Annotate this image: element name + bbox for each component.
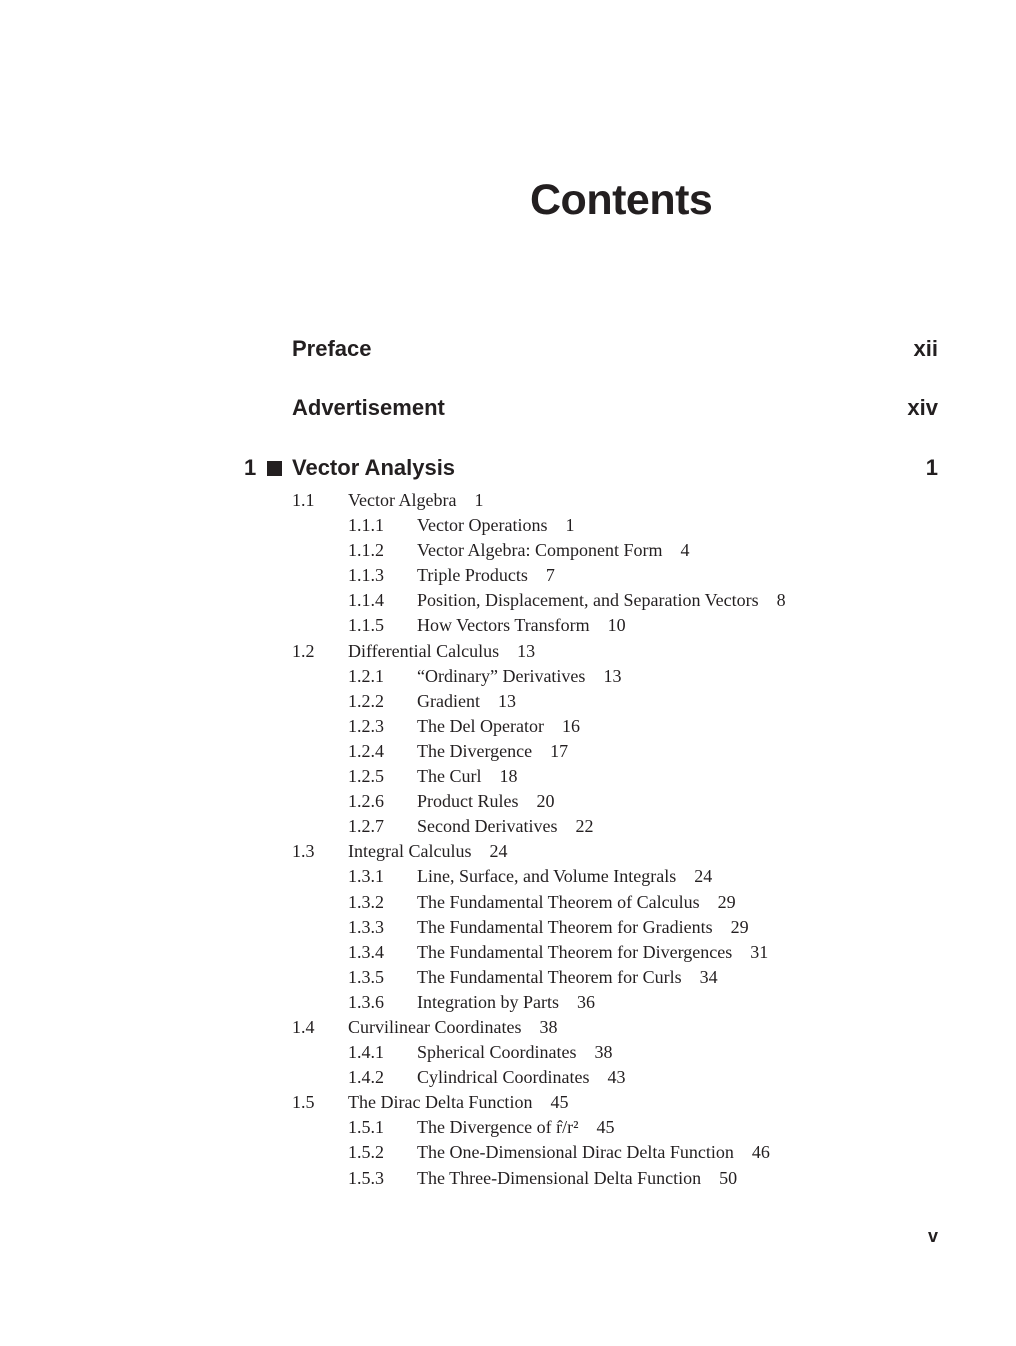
entry-page: 1	[565, 515, 575, 536]
entry-number: 1.5.3	[348, 1167, 384, 1188]
entry-title: Curvilinear Coordinates	[348, 1016, 522, 1037]
entry-page: 45	[550, 1092, 569, 1113]
entry-title: Vector Algebra: Component Form	[417, 540, 663, 561]
toc-chapter-heading[interactable]	[240, 455, 938, 487]
toc-subsection-entry[interactable]	[0, 1040, 1016, 1065]
entry-title: The Fundamental Theorem for Divergences	[417, 941, 733, 962]
entry-page: 1	[474, 490, 484, 510]
entry-number: 1.3.6	[348, 991, 384, 1012]
entry-number: 1.3.1	[348, 866, 384, 887]
entry-title: Second Derivatives	[417, 816, 558, 837]
entry-number: 1.2.3	[348, 715, 384, 736]
entry-text	[417, 890, 736, 915]
entry-text	[417, 538, 689, 563]
entry-text	[348, 1090, 568, 1115]
entry-title: “Ordinary” Derivatives	[417, 665, 586, 686]
toc-section-entry[interactable]	[0, 839, 1016, 864]
toc-subsection-entry[interactable]	[0, 588, 1016, 613]
entry-text	[417, 915, 749, 940]
entry-page: 38	[539, 1016, 558, 1037]
toc-subsection-entry[interactable]	[0, 714, 1016, 739]
toc-subsection-entry[interactable]	[0, 739, 1016, 764]
entry-page: 24	[694, 866, 713, 887]
entry-title: The Divergence	[417, 740, 533, 761]
entry-text	[417, 1115, 615, 1140]
entry-text	[417, 513, 574, 538]
entry-number: 1.3.5	[348, 966, 384, 987]
page-folio: v	[928, 1226, 939, 1246]
entry-page: 38	[594, 1042, 613, 1063]
entry-number: 1.5	[292, 1092, 315, 1113]
square-bullet-icon	[267, 461, 282, 476]
entry-page: 43	[607, 1067, 626, 1088]
entry-text	[417, 789, 555, 814]
entry-title: Vector Operations	[417, 515, 548, 536]
entry-page: 20	[536, 791, 555, 812]
entry-number: 1.1.3	[348, 565, 384, 586]
entry-number: 1.2.6	[348, 791, 384, 812]
entry-page: 22	[575, 816, 594, 837]
entry-page: 17	[550, 740, 569, 761]
entry-title: The Fundamental Theorem for Curls	[417, 966, 682, 987]
entry-title: The Divergence of r̂/r²	[417, 1117, 579, 1138]
entry-title: Vector Algebra	[348, 490, 457, 510]
entry-title: The Fundamental Theorem for Gradients	[417, 916, 713, 937]
toc-subsection-entry[interactable]	[0, 664, 1016, 689]
entry-page: 29	[717, 891, 736, 912]
entry-number: 1.4	[292, 1016, 315, 1037]
entry-title: Preface	[292, 336, 372, 361]
toc-section-entry[interactable]	[0, 639, 1016, 664]
entry-title: Line, Surface, and Volume Integrals	[417, 866, 677, 887]
entry-title: Integration by Parts	[417, 991, 559, 1012]
toc-section-entry[interactable]	[0, 488, 1016, 513]
toc-subsection-entry[interactable]	[0, 915, 1016, 940]
toc-subsection-entry[interactable]	[0, 1115, 1016, 1140]
toc-entry-preface[interactable]	[292, 336, 938, 368]
entry-page: 31	[750, 941, 769, 962]
entry-page: 24	[489, 841, 508, 862]
entry-text	[348, 639, 535, 664]
toc-subsection-entry[interactable]	[0, 538, 1016, 563]
entry-number: 1.2	[292, 640, 315, 661]
entry-text	[417, 814, 593, 839]
toc-section-entry[interactable]	[0, 1090, 1016, 1115]
entry-page: xii	[913, 336, 938, 361]
toc-subsection-entry[interactable]	[0, 1166, 1016, 1191]
entry-title: Triple Products	[417, 565, 528, 586]
entry-title: The Fundamental Theorem of Calculus	[417, 891, 700, 912]
entry-number: 1.4.1	[348, 1042, 384, 1063]
entry-number: 1.3.3	[348, 916, 384, 937]
entry-text	[417, 1040, 612, 1065]
entry-title: The One-Dimensional Dirac Delta Function	[417, 1142, 734, 1163]
entry-text	[417, 1140, 770, 1165]
entry-title: Gradient	[417, 690, 480, 711]
entry-page: 7	[545, 565, 555, 586]
entry-page: 36	[576, 991, 595, 1012]
toc-subsection-entry[interactable]	[0, 814, 1016, 839]
toc-subsection-entry[interactable]	[0, 864, 1016, 889]
entry-number: 1.1.1	[348, 515, 384, 536]
entry-page: 8	[776, 590, 786, 611]
entry-page: 18	[499, 766, 518, 787]
toc-subsection-entry[interactable]	[0, 764, 1016, 789]
entry-title: The Del Operator	[417, 715, 544, 736]
entry-number: 1.2.5	[348, 766, 384, 787]
entry-text	[417, 990, 595, 1015]
entry-text	[417, 1065, 625, 1090]
entry-page: 16	[561, 715, 580, 736]
entry-title: Cylindrical Coordinates	[417, 1067, 590, 1088]
entry-title: Position, Displacement, and Separation Vectors	[417, 590, 759, 611]
toc-subsection-entry[interactable]	[0, 513, 1016, 538]
entry-title: How Vectors Transform	[417, 615, 590, 636]
entry-number: 1.3.2	[348, 891, 384, 912]
entry-page: 34	[699, 966, 718, 987]
toc-subsection-entry[interactable]	[0, 1065, 1016, 1090]
entry-text	[417, 689, 516, 714]
entry-number: 1.3	[292, 841, 315, 862]
entry-page: 13	[517, 640, 536, 661]
entry-number: 1.1	[292, 490, 315, 510]
entry-text	[417, 739, 568, 764]
entry-number: 1.2.7	[348, 816, 384, 837]
entry-text	[417, 965, 718, 990]
entry-page: 4	[680, 540, 690, 561]
entry-number: 1.5.1	[348, 1117, 384, 1138]
entry-page: 50	[719, 1167, 738, 1188]
entry-page: 13	[497, 690, 516, 711]
entry-page: 45	[596, 1117, 615, 1138]
chapter-page: 1	[925, 455, 938, 480]
entry-page: 13	[603, 665, 622, 686]
entry-text	[417, 613, 626, 638]
entry-page: 10	[607, 615, 626, 636]
entry-title: Advertisement	[292, 395, 445, 420]
entry-number: 1.1.2	[348, 540, 384, 561]
entry-text	[417, 764, 518, 789]
entry-title: Integral Calculus	[348, 841, 472, 862]
entry-page: xiv	[907, 395, 938, 420]
entry-title: The Dirac Delta Function	[348, 1092, 533, 1113]
chapter-number: 1	[244, 455, 257, 480]
toc-subsection-entry[interactable]	[0, 789, 1016, 814]
toc-section-list	[0, 488, 1016, 1191]
toc-subsection-entry[interactable]	[0, 890, 1016, 915]
entry-text	[417, 664, 621, 689]
entry-number: 1.2.2	[348, 690, 384, 711]
entry-number: 1.4.2	[348, 1067, 384, 1088]
toc-subsection-entry[interactable]	[0, 613, 1016, 638]
entry-title: Spherical Coordinates	[417, 1042, 577, 1063]
entry-page: 46	[751, 1142, 770, 1163]
entry-number: 1.5.2	[348, 1142, 384, 1163]
toc-entry-advertisement[interactable]	[292, 395, 938, 427]
entry-text	[417, 714, 580, 739]
entry-title: The Three-Dimensional Delta Function	[417, 1167, 702, 1188]
entry-text	[348, 1015, 557, 1040]
toc-subsection-entry[interactable]	[0, 940, 1016, 965]
entry-title: Product Rules	[417, 791, 519, 812]
toc-subsection-entry[interactable]	[0, 965, 1016, 990]
entry-text	[417, 588, 786, 613]
entry-number: 1.3.4	[348, 941, 384, 962]
entry-number: 1.2.4	[348, 740, 384, 761]
entry-text	[417, 1166, 737, 1191]
chapter-title: Vector Analysis	[292, 455, 456, 480]
entry-number: 1.1.5	[348, 615, 384, 636]
entry-text	[348, 839, 507, 864]
entry-number: 1.2.1	[348, 665, 384, 686]
entry-title: The Curl	[417, 766, 482, 787]
toc-subsection-entry[interactable]	[0, 990, 1016, 1015]
entry-text	[417, 940, 768, 965]
toc-subsection-entry[interactable]	[0, 689, 1016, 714]
entry-number: 1.1.4	[348, 590, 384, 611]
entry-text	[417, 864, 712, 889]
page-title: Contents	[530, 176, 713, 224]
entry-page: 29	[730, 916, 749, 937]
entry-title: Differential Calculus	[348, 640, 500, 661]
toc-subsection-entry[interactable]	[0, 1140, 1016, 1165]
toc-subsection-entry[interactable]	[0, 563, 1016, 588]
entry-text	[348, 488, 483, 513]
entry-text	[417, 563, 555, 588]
toc-section-entry[interactable]	[0, 1015, 1016, 1040]
